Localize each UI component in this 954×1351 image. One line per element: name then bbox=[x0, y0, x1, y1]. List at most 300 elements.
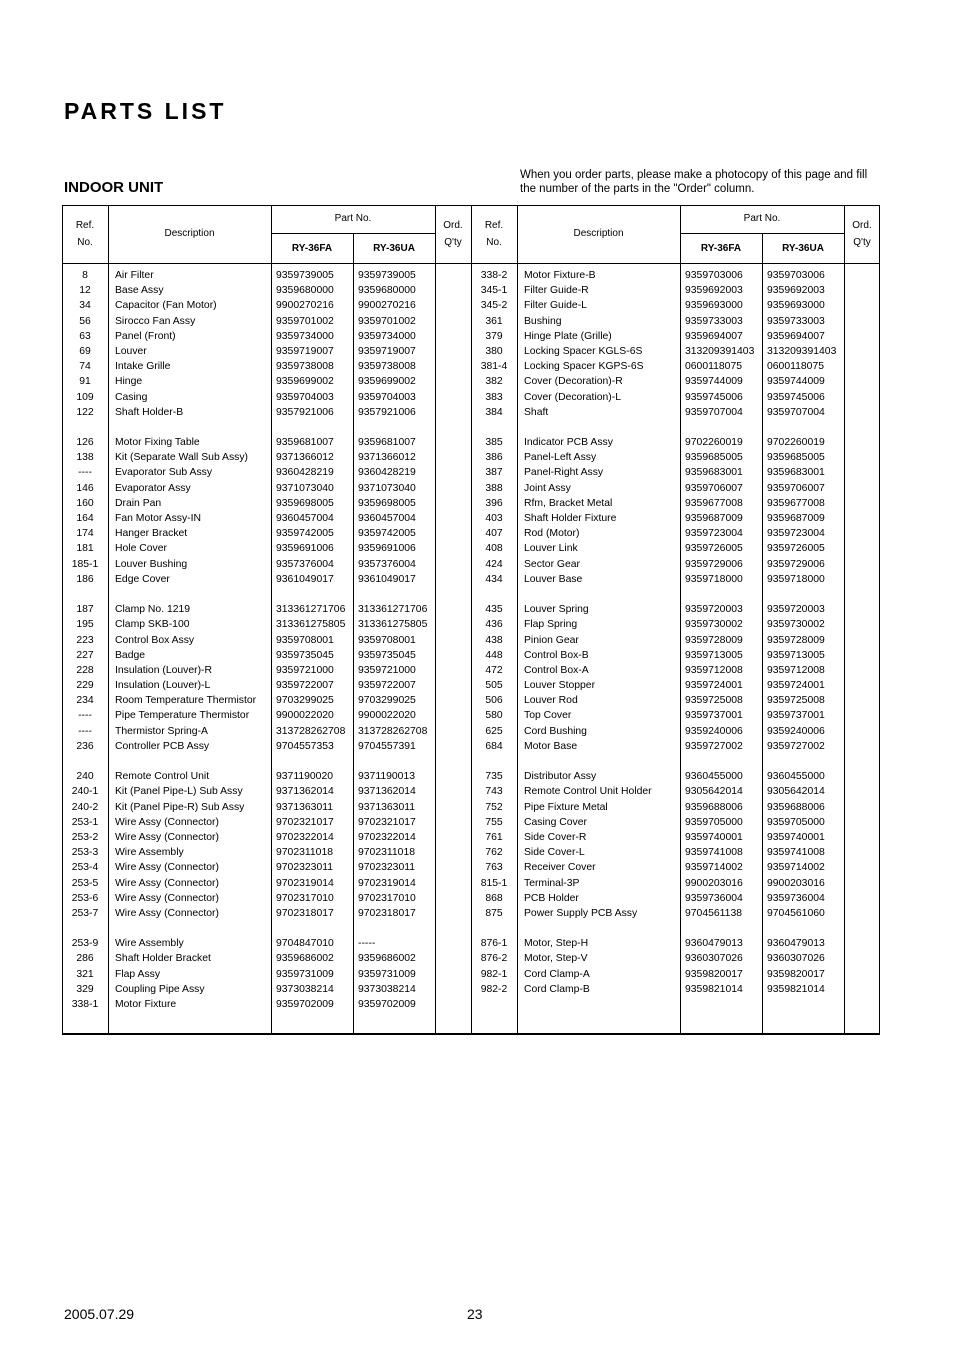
group-gap bbox=[767, 420, 844, 435]
description-cell: Shaft Holder Fixture bbox=[524, 513, 617, 524]
group-gap bbox=[276, 420, 353, 435]
ref-cell: 435 bbox=[485, 604, 503, 616]
part-no-cell: 9359698005 bbox=[276, 497, 334, 509]
description-cell: Remote Control Unit bbox=[115, 771, 210, 783]
part-no-cell: 9360457004 bbox=[358, 513, 416, 524]
part-no-cell: 9371366012 bbox=[276, 452, 334, 464]
description-cell: Side Cover-L bbox=[524, 847, 585, 859]
part-no-cell: 9359699002 bbox=[276, 376, 334, 388]
part-no-cell: 9359731009 bbox=[276, 968, 334, 980]
description-cell: Pipe Temperature Thermistor bbox=[115, 710, 250, 722]
ref-cell: 329 bbox=[76, 983, 94, 995]
description-cell: Receiver Cover bbox=[524, 862, 596, 874]
part-no-cell: 9360457004 bbox=[276, 513, 334, 524]
part-no-cell: 9359680000 bbox=[358, 285, 416, 297]
part-no-cell: 9359729006 bbox=[685, 558, 743, 570]
part-no-cell: 9359701002 bbox=[358, 315, 416, 327]
ref-cell: 109 bbox=[76, 391, 94, 403]
group-gap bbox=[358, 420, 435, 435]
description-cell: Fan Motor Assy-IN bbox=[115, 513, 202, 524]
description-cell: Rod (Motor) bbox=[524, 528, 580, 540]
description-cell: Joint Assy bbox=[524, 482, 571, 494]
part-no-cell: 9357921006 bbox=[358, 406, 416, 418]
group-gap bbox=[767, 587, 844, 602]
ref-cell: 982-1 bbox=[480, 968, 508, 980]
ref-cell: 761 bbox=[485, 831, 503, 843]
description-cell: Capacitor (Fan Motor) bbox=[115, 300, 217, 312]
part-no-cell: 9359694007 bbox=[685, 330, 743, 342]
part-no-cell: 9359677008 bbox=[767, 497, 825, 509]
description-cell: Rfm, Bracket Metal bbox=[524, 497, 613, 509]
part-no-cell: 9359713005 bbox=[767, 649, 825, 661]
part-no-cell: 9359714002 bbox=[767, 862, 825, 874]
group-gap bbox=[471, 921, 517, 936]
description-cell: Louver Link bbox=[524, 543, 578, 555]
ref-cell: 408 bbox=[485, 543, 503, 555]
ref-cell: 253-1 bbox=[71, 816, 99, 828]
header-qty: Q'ty bbox=[444, 237, 462, 248]
ref-cell: 253-9 bbox=[71, 938, 99, 950]
ref-cell: 407 bbox=[485, 528, 503, 540]
header-ref: Ref. bbox=[75, 220, 95, 231]
ref-cell: 195 bbox=[76, 619, 94, 631]
ref-cell: 12 bbox=[79, 285, 91, 297]
description-cell: Shaft Holder Bracket bbox=[115, 953, 211, 965]
description-cell: Wire Assy (Connector) bbox=[115, 831, 219, 843]
left-model2-column bbox=[358, 268, 435, 1012]
part-no-cell: 9359712008 bbox=[685, 664, 743, 676]
description-cell: Panel-Right Assy bbox=[524, 467, 604, 479]
part-no-cell: 9359707004 bbox=[767, 406, 825, 418]
ref-cell: 403 bbox=[485, 513, 503, 524]
ref-cell: 434 bbox=[485, 573, 503, 585]
header-part-no: Part No. bbox=[334, 213, 372, 224]
description-cell: Motor Fixing Table bbox=[115, 437, 200, 449]
header-model-1: RY-36FA bbox=[700, 243, 742, 254]
ref-cell: 146 bbox=[76, 482, 94, 494]
part-no-cell: 9359677008 bbox=[685, 497, 743, 509]
description-cell: Power Supply PCB Assy bbox=[524, 907, 638, 919]
part-no-cell: 9359745006 bbox=[685, 391, 743, 403]
part-no-cell: 9704557353 bbox=[276, 740, 334, 752]
part-no-cell: 9359727002 bbox=[685, 740, 743, 752]
part-no-cell: 9359720003 bbox=[767, 604, 825, 616]
part-no-cell: 9359685005 bbox=[767, 452, 825, 464]
ref-cell: 386 bbox=[485, 452, 503, 464]
part-no-cell: 9359725008 bbox=[767, 695, 825, 707]
part-no-cell: 9359738008 bbox=[276, 361, 334, 373]
part-no-cell: 9359702009 bbox=[358, 999, 416, 1010]
left-description-column bbox=[115, 268, 271, 1012]
ref-cell: 164 bbox=[76, 513, 94, 524]
part-no-cell: 9361049017 bbox=[358, 573, 416, 585]
description-cell: Louver Bushing bbox=[115, 558, 188, 570]
part-no-cell: 9702323011 bbox=[358, 862, 416, 874]
part-no-cell: 9359699002 bbox=[358, 376, 416, 388]
divider bbox=[62, 263, 880, 264]
description-cell: Louver Base bbox=[524, 573, 583, 585]
header-description: Description bbox=[573, 228, 624, 239]
ref-cell: 755 bbox=[485, 816, 503, 828]
group-gap bbox=[62, 921, 108, 936]
group-gap bbox=[358, 921, 435, 936]
ref-cell: 69 bbox=[79, 345, 91, 357]
order-note: When you order parts, please make a photocopy of this page and fill the number of the parts in the "Order" column. bbox=[520, 169, 868, 195]
part-no-cell: 9360455000 bbox=[685, 771, 743, 783]
header-ord: Ord. bbox=[852, 220, 872, 231]
part-no-cell: 9359739005 bbox=[358, 270, 416, 281]
part-no-cell: 9359702009 bbox=[276, 999, 334, 1010]
group-gap bbox=[471, 587, 517, 602]
part-no-cell: 9359681007 bbox=[358, 437, 416, 449]
ref-cell: 253-6 bbox=[71, 892, 99, 904]
part-no-cell: 9702321017 bbox=[276, 816, 334, 828]
part-no-cell: 9359240006 bbox=[767, 725, 825, 737]
header-model-2: RY-36UA bbox=[373, 243, 415, 254]
description-cell: Shaft bbox=[524, 406, 549, 418]
description-cell: Motor, Step-V bbox=[524, 953, 588, 965]
part-no-cell: 9371362014 bbox=[358, 786, 416, 798]
part-no-cell: 9357921006 bbox=[276, 406, 334, 418]
description-cell: Badge bbox=[115, 649, 146, 661]
ref-cell: 876-2 bbox=[480, 953, 508, 965]
ref-cell: 380 bbox=[485, 345, 503, 357]
right-model2-column bbox=[767, 268, 844, 997]
description-cell: Insulation (Louver)-R bbox=[115, 664, 213, 676]
ref-cell: 743 bbox=[485, 786, 503, 798]
description-cell: Cover (Decoration)-R bbox=[524, 376, 623, 388]
group-gap bbox=[767, 754, 844, 769]
ref-cell: 752 bbox=[485, 801, 503, 813]
part-no-cell: 9359706007 bbox=[767, 482, 825, 494]
description-cell: Wire Assy (Connector) bbox=[115, 816, 219, 828]
part-no-cell: 9371366012 bbox=[358, 452, 416, 464]
description-cell: Panel (Front) bbox=[115, 330, 176, 342]
part-no-cell: 9360479013 bbox=[685, 938, 743, 950]
group-gap bbox=[115, 754, 271, 769]
part-no-cell: 9359712008 bbox=[767, 664, 825, 676]
description-cell: Motor Fixture-B bbox=[524, 270, 596, 281]
description-cell: Remote Control Unit Holder bbox=[524, 786, 652, 798]
part-no-cell: 9359736004 bbox=[767, 892, 825, 904]
part-no-cell: 9359691006 bbox=[358, 543, 416, 555]
group-gap bbox=[685, 921, 762, 936]
description-cell: Flap Assy bbox=[115, 968, 161, 980]
part-no-cell: 9359686002 bbox=[276, 953, 334, 965]
ref-cell: 472 bbox=[485, 664, 503, 676]
ref-cell: 438 bbox=[485, 634, 503, 646]
part-no-cell: 9359742005 bbox=[358, 528, 416, 540]
ref-cell: 234 bbox=[76, 695, 94, 707]
group-gap bbox=[62, 587, 108, 602]
description-cell: Locking Spacer KGLS-6S bbox=[524, 345, 643, 357]
group-gap bbox=[115, 420, 271, 435]
ref-cell: 875 bbox=[485, 907, 503, 919]
part-no-cell: 9900203016 bbox=[767, 877, 825, 889]
part-no-cell: 313728262708 bbox=[276, 725, 346, 737]
description-cell: Sector Gear bbox=[524, 558, 581, 570]
ref-cell: 74 bbox=[79, 361, 91, 373]
part-no-cell: 9359734000 bbox=[358, 330, 416, 342]
part-no-cell: 9357376004 bbox=[276, 558, 334, 570]
part-no-cell: 9359705000 bbox=[685, 816, 743, 828]
description-cell: Kit (Panel Pipe-L) Sub Assy bbox=[115, 786, 243, 798]
ref-cell: 174 bbox=[76, 528, 94, 540]
description-cell: Filter Guide-L bbox=[524, 300, 587, 312]
part-no-cell: 9702318017 bbox=[358, 907, 416, 919]
part-no-cell: 9359731009 bbox=[358, 968, 416, 980]
page-number: 23 bbox=[467, 1306, 483, 1322]
part-no-cell: 313361275805 bbox=[358, 619, 428, 631]
part-no-cell: 9371190013 bbox=[358, 771, 416, 783]
ref-cell: 286 bbox=[76, 953, 94, 965]
ref-cell: 253-3 bbox=[71, 847, 99, 859]
header-model-1: RY-36FA bbox=[291, 243, 333, 254]
ref-cell: ---- bbox=[78, 725, 92, 737]
part-no-cell: 9359744009 bbox=[767, 376, 825, 388]
description-cell: Control Box Assy bbox=[115, 634, 195, 646]
part-no-cell: 9702317010 bbox=[276, 892, 334, 904]
part-no-cell: 9371073040 bbox=[276, 482, 334, 494]
description-cell: Base Assy bbox=[115, 285, 164, 297]
divider bbox=[108, 205, 109, 1035]
part-no-cell: 9359821014 bbox=[767, 983, 825, 995]
part-no-cell: 9704557391 bbox=[358, 740, 416, 752]
part-no-cell: 9359737001 bbox=[685, 710, 743, 722]
divider bbox=[762, 233, 763, 1035]
group-gap bbox=[62, 420, 108, 435]
description-cell: Insulation (Louver)-L bbox=[115, 680, 211, 692]
description-cell: Louver bbox=[115, 345, 147, 357]
header-no: No. bbox=[77, 237, 93, 248]
part-no-cell: 9359724001 bbox=[685, 680, 743, 692]
ref-cell: 160 bbox=[76, 497, 94, 509]
part-no-cell: 9702318017 bbox=[276, 907, 334, 919]
part-no-cell: 313361271706 bbox=[358, 604, 428, 616]
ref-cell: 762 bbox=[485, 847, 503, 859]
part-no-cell: 9359726005 bbox=[767, 543, 825, 555]
part-no-cell: 9359733003 bbox=[767, 315, 825, 327]
part-no-cell: 9371363011 bbox=[358, 801, 416, 813]
description-cell: Drain Pan bbox=[115, 497, 162, 509]
part-no-cell: 9702323011 bbox=[276, 862, 334, 874]
part-no-cell: 9359821014 bbox=[685, 983, 743, 995]
part-no-cell: 9702319014 bbox=[276, 877, 334, 889]
part-no-cell: 9360307026 bbox=[685, 953, 743, 965]
group-gap bbox=[524, 420, 680, 435]
ref-cell: 185-1 bbox=[71, 558, 99, 570]
part-no-cell: 9359683001 bbox=[685, 467, 743, 479]
description-cell: Kit (Panel Pipe-R) Sub Assy bbox=[115, 801, 245, 813]
part-no-cell: 9702322014 bbox=[358, 831, 416, 843]
part-no-cell: 313209391403 bbox=[685, 345, 755, 357]
part-no-cell: 9359735045 bbox=[358, 649, 416, 661]
description-cell: Side Cover-R bbox=[524, 831, 587, 843]
group-gap bbox=[767, 921, 844, 936]
ref-cell: 63 bbox=[79, 330, 91, 342]
part-no-cell: 9359704003 bbox=[358, 391, 416, 403]
part-no-cell: 9900022020 bbox=[358, 710, 416, 722]
description-cell: Wire Assy (Connector) bbox=[115, 892, 219, 904]
ref-cell: 379 bbox=[485, 330, 503, 342]
part-no-cell: 9900270216 bbox=[358, 300, 416, 312]
part-no-cell: 9704561138 bbox=[685, 907, 743, 919]
part-no-cell: 9359721000 bbox=[276, 664, 334, 676]
part-no-cell: 9359687009 bbox=[685, 513, 743, 524]
ref-cell: 338-2 bbox=[480, 270, 508, 281]
part-no-cell: 9359726005 bbox=[685, 543, 743, 555]
divider bbox=[680, 205, 681, 1035]
description-cell: Cord Clamp-B bbox=[524, 983, 590, 995]
right-ref-column bbox=[471, 268, 517, 997]
description-cell: Pipe Fixture Metal bbox=[524, 801, 608, 813]
page-title: PARTS LIST bbox=[64, 98, 227, 124]
left-model1-column bbox=[276, 268, 353, 1012]
ref-cell: 227 bbox=[76, 649, 94, 661]
part-no-cell: 9360307026 bbox=[767, 953, 825, 965]
part-no-cell: 9359742005 bbox=[276, 528, 334, 540]
part-no-cell: 9359741008 bbox=[767, 847, 825, 859]
part-no-cell: 9359708001 bbox=[276, 634, 334, 646]
ref-cell: 381-4 bbox=[480, 361, 508, 373]
group-gap bbox=[471, 420, 517, 435]
description-cell: Terminal-3P bbox=[524, 877, 580, 889]
part-no-cell: 9359701002 bbox=[276, 315, 334, 327]
part-no-cell: 9359694007 bbox=[767, 330, 825, 342]
description-cell: Motor Base bbox=[524, 740, 578, 752]
ref-cell: 240-1 bbox=[71, 786, 99, 798]
part-no-cell: 9359688006 bbox=[767, 801, 825, 813]
ref-cell: 815-1 bbox=[480, 877, 508, 889]
part-no-cell: 9360428219 bbox=[276, 467, 334, 479]
part-no-cell: 9359738008 bbox=[358, 361, 416, 373]
part-no-cell: 9360428219 bbox=[358, 467, 416, 479]
group-gap bbox=[685, 420, 762, 435]
description-cell: Sirocco Fan Assy bbox=[115, 315, 196, 327]
part-no-cell: 9359722007 bbox=[276, 680, 334, 692]
part-no-cell: 9703299025 bbox=[358, 695, 416, 707]
group-gap bbox=[358, 587, 435, 602]
ref-cell: 505 bbox=[485, 680, 503, 692]
ref-cell: 229 bbox=[76, 680, 94, 692]
part-no-cell: 9359728009 bbox=[767, 634, 825, 646]
description-cell: Motor, Step-H bbox=[524, 938, 589, 950]
part-no-cell: 9360479013 bbox=[767, 938, 825, 950]
divider bbox=[517, 205, 518, 1035]
part-no-cell: 9359744009 bbox=[685, 376, 743, 388]
ref-cell: 228 bbox=[76, 664, 94, 676]
part-no-cell: 9359706007 bbox=[685, 482, 743, 494]
section-title: INDOOR UNIT bbox=[64, 179, 164, 196]
ref-cell: 91 bbox=[79, 376, 91, 388]
header-model-2: RY-36UA bbox=[782, 243, 824, 254]
part-no-cell: 9360455000 bbox=[767, 771, 825, 783]
part-no-cell: 9359703006 bbox=[685, 270, 743, 281]
part-no-cell: ----- bbox=[358, 938, 376, 950]
part-no-cell: 9359693000 bbox=[767, 300, 825, 312]
description-cell: Thermistor Spring-A bbox=[115, 725, 208, 737]
part-no-cell: 9359723004 bbox=[767, 528, 825, 540]
ref-cell: 34 bbox=[79, 300, 91, 312]
part-no-cell: 9359691006 bbox=[276, 543, 334, 555]
group-gap bbox=[115, 921, 271, 936]
part-no-cell: 9305642014 bbox=[685, 786, 743, 798]
group-gap bbox=[358, 754, 435, 769]
description-cell: Evaporator Assy bbox=[115, 482, 191, 494]
group-gap bbox=[524, 754, 680, 769]
ref-cell: 223 bbox=[76, 634, 94, 646]
part-no-cell: 9359683001 bbox=[767, 467, 825, 479]
ref-cell: ---- bbox=[78, 467, 92, 479]
divider bbox=[271, 205, 272, 1035]
ref-cell: 321 bbox=[76, 968, 94, 980]
part-no-cell: 9359686002 bbox=[358, 953, 416, 965]
part-no-cell: 9357376004 bbox=[358, 558, 416, 570]
ref-cell: 253-5 bbox=[71, 877, 99, 889]
description-cell: Louver Rod bbox=[524, 695, 578, 707]
part-no-cell: 9359739005 bbox=[276, 270, 334, 281]
description-cell: Hanger Bracket bbox=[115, 528, 188, 540]
ref-cell: 580 bbox=[485, 710, 503, 722]
part-no-cell: 9361049017 bbox=[276, 573, 334, 585]
part-no-cell: 9371362014 bbox=[276, 786, 334, 798]
ref-cell: 345-2 bbox=[480, 300, 508, 312]
description-cell: Control Box-A bbox=[524, 664, 589, 676]
group-gap bbox=[276, 587, 353, 602]
ref-cell: 424 bbox=[485, 558, 503, 570]
description-cell: Wire Assy (Connector) bbox=[115, 862, 219, 874]
part-no-cell: 9702311018 bbox=[358, 847, 416, 859]
part-no-cell: 9359703006 bbox=[767, 270, 825, 281]
ref-cell: 385 bbox=[485, 437, 503, 449]
part-no-cell: 9702311018 bbox=[276, 847, 334, 859]
description-cell: Controller PCB Assy bbox=[115, 740, 210, 752]
ref-cell: 763 bbox=[485, 862, 503, 874]
description-cell: Control Box-B bbox=[524, 649, 589, 661]
description-cell: Distributor Assy bbox=[524, 771, 597, 783]
description-cell: Hinge Plate (Grille) bbox=[524, 330, 612, 342]
part-no-cell: 9702321017 bbox=[358, 816, 416, 828]
part-no-cell: 9702260019 bbox=[767, 437, 825, 449]
ref-cell: 345-1 bbox=[480, 285, 508, 297]
description-cell: Intake Grille bbox=[115, 361, 171, 373]
description-cell: Wire Assy (Connector) bbox=[115, 907, 219, 919]
part-no-cell: 9359240006 bbox=[685, 725, 743, 737]
ref-cell: 735 bbox=[485, 771, 503, 783]
ref-cell: 625 bbox=[485, 725, 503, 737]
ref-cell: 868 bbox=[485, 892, 503, 904]
part-no-cell: 0600118075 bbox=[767, 361, 825, 373]
part-no-cell: 9359722007 bbox=[358, 680, 416, 692]
group-gap bbox=[276, 754, 353, 769]
group-gap bbox=[276, 921, 353, 936]
group-gap bbox=[685, 754, 762, 769]
ref-cell: 383 bbox=[485, 391, 503, 403]
description-cell: Top Cover bbox=[524, 710, 572, 722]
description-cell: Filter Guide-R bbox=[524, 285, 589, 297]
part-no-cell: 9702322014 bbox=[276, 831, 334, 843]
group-gap bbox=[685, 587, 762, 602]
part-no-cell: 9359724001 bbox=[767, 680, 825, 692]
left-ref-column bbox=[62, 268, 108, 1012]
ref-cell: ---- bbox=[78, 710, 92, 722]
part-no-cell: 9359735045 bbox=[276, 649, 334, 661]
part-no-cell: 9359745006 bbox=[767, 391, 825, 403]
ref-cell: 684 bbox=[485, 740, 503, 752]
right-description-column bbox=[524, 268, 680, 997]
description-cell: Wire Assembly bbox=[115, 847, 184, 859]
description-cell: Locking Spacer KGPS-6S bbox=[524, 361, 644, 373]
